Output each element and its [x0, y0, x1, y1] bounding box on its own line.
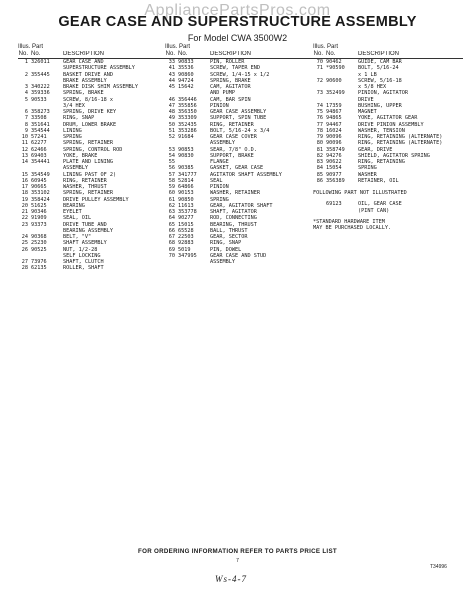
part-description: AGITATOR SHAFT ASSEMBLY	[210, 171, 282, 178]
illus-number: 1	[24, 59, 28, 65]
part-number: 90277	[178, 215, 194, 222]
header-no: No.	[313, 51, 323, 57]
part-description: PINION, AGITATOR	[358, 90, 408, 97]
illus-number: 26	[21, 246, 28, 253]
part-description: RING, RETAINING (ALTERNATE)	[358, 140, 443, 147]
illus-number: 9	[24, 127, 28, 134]
illus-number: 33	[168, 59, 175, 65]
illus-number: 25	[21, 240, 28, 247]
part-description: x 1 LB	[358, 71, 377, 78]
part-number: 94467	[326, 121, 342, 128]
illus-number: 2	[24, 71, 28, 78]
illus-number: 53	[168, 146, 175, 153]
illus-number: 6	[24, 109, 28, 115]
header-no: No.	[18, 51, 28, 57]
part-number: 358749	[326, 146, 345, 153]
part-description: AND PUMP	[210, 90, 235, 97]
part-number: 51625	[31, 202, 47, 209]
part-number: 353778	[178, 209, 197, 215]
header-no2: No.	[178, 51, 188, 57]
part-description: PIN, ROLLER	[210, 59, 245, 65]
part-description: GEAR CASE AND	[63, 59, 104, 65]
part-number: 91684	[178, 134, 194, 140]
illus-number: 20	[21, 202, 28, 209]
illus-number: 54	[168, 152, 175, 159]
header-line1: Illus. Part	[18, 44, 44, 50]
parts-row	[313, 178, 463, 184]
part-description: SUPERSTRUCTURE ASSEMBLY	[63, 65, 135, 72]
parts-column-2	[165, 44, 315, 265]
part-number: 359336	[31, 90, 50, 97]
part-number: 90853	[178, 146, 194, 153]
part-description: CAM, AGITATOR	[210, 84, 251, 90]
illus-number: 66	[168, 227, 175, 234]
part-description: 3/4 HEX	[63, 102, 85, 109]
header-line1: Illus. Part	[165, 44, 191, 50]
part-description: RING, RETAINING (ALTERNATE)	[358, 134, 443, 140]
part-number: 355856	[178, 102, 197, 109]
part-description: PLATE AND LINING	[63, 159, 113, 165]
illus-number: 56	[168, 165, 175, 172]
part-number: 94276	[326, 152, 342, 159]
part-description: BRAKE DISK SHIM ASSEMBLY	[63, 84, 138, 90]
part-description: PIN, DOWEL	[210, 246, 242, 253]
part-number: 90600	[326, 77, 342, 84]
part-description: SHIELD, AGITATOR SPRING	[358, 152, 430, 159]
part-number: 353102	[31, 190, 50, 197]
illus-number: 43	[168, 71, 175, 78]
part-number: 340222	[31, 84, 50, 90]
part-number: 90368	[31, 234, 47, 240]
part-number: 92883	[178, 240, 194, 247]
part-description: SCREW, 1/4-15 x 1/2	[210, 71, 270, 78]
part-number: 62135	[31, 265, 47, 272]
header-line1: Illus. Part	[313, 44, 339, 50]
parts-column-3	[313, 44, 463, 231]
part-description: ROLLER, SHAFT	[63, 265, 104, 272]
part-description: DRIVE PINION ASSEMBLY	[358, 121, 424, 128]
oil-part-sub: (PINT CAN)	[358, 207, 390, 214]
part-number: 11613	[178, 202, 194, 209]
part-description: SPRING, BRAKE	[63, 90, 104, 97]
illus-number: 81	[316, 146, 323, 153]
illus-number: 55	[168, 159, 175, 165]
header-no2: No.	[31, 51, 41, 57]
illus-number: 73	[316, 90, 323, 97]
illus-number: 62	[168, 202, 175, 209]
illus-number: 60	[168, 190, 175, 197]
part-description: ASSEMBLY	[210, 140, 235, 147]
part-number: 353286	[178, 127, 197, 134]
part-number: 354544	[31, 127, 50, 134]
part-number: 355445	[31, 71, 50, 78]
illus-number: 67	[168, 234, 175, 240]
column-header	[313, 44, 463, 59]
part-number: 90833	[178, 59, 194, 65]
illus-number: 58	[168, 177, 175, 184]
illus-number: 24	[21, 234, 28, 240]
illus-number: 78	[316, 127, 323, 134]
part-number: 90096	[326, 134, 342, 140]
parts-row	[18, 265, 168, 271]
part-description: BEARING ASSEMBLY	[63, 227, 113, 234]
column-header	[165, 44, 315, 59]
part-number: 60945	[31, 177, 47, 184]
illus-number: 47	[168, 102, 175, 109]
illus-number: 16	[21, 177, 28, 184]
part-description: GUIDE, CAM BAR	[358, 59, 402, 65]
illus-number: 7	[24, 115, 28, 122]
part-description: BELT, "V"	[63, 234, 92, 240]
part-description: SPRING	[210, 196, 229, 203]
part-number: 356350	[178, 109, 197, 115]
part-number: 90622	[326, 159, 342, 165]
header-no: No.	[165, 51, 175, 57]
part-number	[175, 259, 208, 265]
part-number: 347995	[178, 252, 197, 259]
part-description: BALL, THRUST	[210, 227, 248, 234]
part-number: 90977	[326, 171, 342, 178]
part-number: 69403	[31, 152, 47, 159]
illus-number: 61	[168, 196, 175, 203]
illus-number: 82	[316, 152, 323, 159]
illus-number: 10	[21, 134, 28, 140]
part-number: 65528	[178, 227, 194, 234]
part-description: BOLT, 5/16-24	[358, 65, 399, 72]
illus-number: 77	[316, 121, 323, 128]
illus-number: 68	[168, 240, 175, 247]
part-description: SEAL	[210, 177, 223, 184]
part-number: 326011	[31, 59, 50, 65]
part-description: GEAR CASE ASSEMBLY	[210, 109, 267, 115]
part-description: RING, SNAP	[210, 240, 242, 247]
part-number: 358424	[31, 196, 50, 203]
part-number: 62277	[31, 140, 47, 147]
part-number: 352499	[326, 90, 345, 97]
part-description: SELF LOCKING	[63, 252, 101, 259]
part-number: 52814	[178, 177, 194, 184]
illus-number: 13	[21, 152, 28, 159]
part-number: 16024	[326, 127, 342, 134]
part-description: GASKET, GEAR CASE	[210, 165, 264, 172]
page-number: 7	[236, 558, 239, 564]
parts-column-1	[18, 44, 168, 272]
part-number: 90665	[31, 184, 47, 190]
part-number: 351641	[31, 121, 50, 128]
part-description: RING, RETAINER	[63, 177, 107, 184]
header-desc: DESCRIPTION	[210, 51, 252, 57]
part-description: GEAR, DRIVE	[358, 146, 393, 153]
part-description: SHAFT, AGITATOR	[210, 209, 257, 215]
part-number: 62466	[31, 146, 47, 153]
part-number: 5019	[178, 246, 191, 253]
part-description: SCREW, 5/16-18	[358, 77, 402, 84]
part-number: 93373	[31, 221, 47, 228]
part-number: 354441	[31, 159, 50, 165]
part-description: SHAFT ASSEMBLY	[63, 240, 107, 247]
revision-code: T34996	[430, 564, 447, 570]
illus-number: 57	[168, 171, 175, 178]
part-description: WASHER	[358, 171, 377, 178]
part-description: GEAR, SECTOR	[210, 234, 248, 240]
part-description: WASHER, RETAINER	[210, 190, 260, 197]
part-description: ASSEMBLY	[63, 165, 88, 172]
illus-number: 76	[316, 115, 323, 122]
not-illustrated-note	[313, 190, 463, 231]
oil-part-number: 69123	[326, 201, 342, 208]
handwritten-mark: Ws-4-7	[215, 574, 247, 584]
part-description: x 5/8 HEX	[358, 84, 387, 90]
part-description: SEAR, 7/8" O.D.	[210, 146, 257, 153]
illus-number: 70	[168, 252, 175, 259]
part-description: BEARING, THRUST	[210, 221, 257, 228]
illus-number: 52	[168, 134, 175, 140]
illus-number: 86	[316, 177, 323, 184]
illus-number: 59	[168, 184, 175, 190]
part-description: DRIVE	[358, 96, 374, 103]
header-desc: DESCRIPTION	[358, 51, 400, 57]
ordering-footer: FOR ORDERING INFORMATION REFER TO PARTS PRICE LIST	[138, 548, 337, 555]
part-number: 352435	[178, 121, 197, 128]
part-description: DRUM, LOWER BRAKE	[63, 121, 117, 128]
part-description: BRAKE ASSEMBLY	[63, 77, 107, 84]
part-number: 15642	[178, 84, 194, 90]
part-number: 354549	[31, 171, 50, 178]
illus-number: 45	[168, 84, 175, 90]
part-number: 90525	[31, 246, 47, 253]
part-number: 90860	[178, 71, 194, 78]
illus-number: 41	[168, 65, 175, 72]
part-number: *90590	[326, 65, 345, 72]
illus-number: 11	[21, 140, 28, 147]
illus-number: 8	[24, 121, 28, 128]
part-description: NUT, 1/2-28	[63, 246, 98, 253]
parts-row	[165, 259, 315, 265]
part-number: 17359	[326, 102, 342, 109]
part-number: 341777	[178, 171, 197, 178]
illus-number: 64	[168, 215, 175, 222]
illus-number: 79	[316, 134, 323, 140]
part-description: SPRING, RETAINER	[63, 140, 113, 147]
watermark: AppliancePartsPros.com	[144, 2, 331, 19]
part-description: YOKE, AGITATOR GEAR	[358, 115, 418, 122]
part-description: ROD, CONNECTING	[210, 215, 257, 222]
part-description: EYELET	[63, 209, 82, 215]
part-number: 94724	[178, 77, 194, 84]
illus-number: 28	[21, 265, 28, 272]
part-number: 90462	[326, 59, 342, 65]
part-description: SCREW, TAPER END	[210, 65, 260, 72]
part-number: 358273	[31, 109, 50, 115]
hardware-note-1: *STANDARD HARDWARE ITEM	[313, 218, 385, 225]
part-number: 90346	[31, 209, 47, 215]
part-description: GEAR CASE COVER	[210, 134, 257, 140]
part-description: WASHER, THRUST	[63, 184, 107, 190]
illus-number: 18	[21, 190, 28, 197]
part-description: RING, RETAINING	[358, 159, 405, 165]
illus-number: 27	[21, 259, 28, 265]
part-description: SPRING, RETAINER	[63, 190, 113, 197]
illus-number: 51	[168, 127, 175, 134]
part-description: BEARING	[63, 202, 85, 209]
part-description: SCREW, 8/16-18 x	[63, 96, 113, 103]
part-description: SHAFT, CLUTCH	[63, 259, 104, 265]
illus-number: 49	[168, 115, 175, 122]
part-number: 90385	[178, 165, 194, 172]
part-description: MAGNET	[358, 109, 377, 115]
header-no2: No.	[326, 51, 336, 57]
illus-number: 75	[316, 109, 323, 115]
part-number: 90096	[326, 140, 342, 147]
part-description: SUPPORT, SPIN TUBE	[210, 115, 267, 122]
part-description: WASHER, TENSION	[358, 127, 405, 134]
illus-number: 63	[168, 209, 175, 215]
part-description: SUPPORT, BRAKE	[210, 152, 254, 159]
hardware-note-2: MAY BE PURCHASED LOCALLY.	[313, 225, 392, 231]
part-number: 90850	[178, 196, 194, 203]
page-title: GEAR CASE AND SUPERSTRUCTURE ASSEMBLY	[58, 14, 417, 30]
illus-number: 44	[168, 77, 175, 84]
part-description: SPRING, CONTROL ROD	[63, 146, 123, 153]
part-description: RETAINER, OIL	[358, 177, 399, 184]
illus-number: 12	[21, 146, 28, 153]
illus-number: 46	[168, 96, 175, 103]
part-description: SPRING	[63, 134, 82, 140]
illus-number: 19	[21, 196, 28, 203]
part-description: BOLT, 5/16-24 x 3/4	[210, 127, 270, 134]
part-description: RING, SNAP	[63, 115, 95, 122]
following-note: FOLLOWING PART NOT ILLUSTRATED	[313, 190, 407, 196]
part-description: ASSEMBLY	[210, 259, 235, 265]
part-number: 15015	[178, 221, 194, 228]
part-description: SEAL, OIL	[63, 215, 92, 222]
illus-number: 15	[21, 171, 28, 178]
illus-number: 48	[168, 109, 175, 115]
part-description: SPRING	[358, 165, 377, 172]
illus-number: 22	[21, 215, 28, 222]
part-number: 15054	[326, 165, 342, 172]
part-number: 94867	[326, 109, 342, 115]
illus-number: 23	[21, 221, 28, 228]
illus-number: 83	[316, 159, 323, 165]
column-header	[18, 44, 168, 59]
part-description: LINING PAST OF 2)	[63, 171, 117, 178]
part-number: 353309	[178, 115, 197, 122]
part-number: 94865	[326, 115, 342, 122]
illus-number: 5	[24, 96, 28, 103]
part-number: 57241	[31, 134, 47, 140]
part-number: 35536	[178, 65, 194, 72]
part-description: BUSHING, UPPER	[358, 102, 402, 109]
illus-number: 21	[21, 209, 28, 215]
illus-number: 71	[316, 65, 323, 72]
illus-number: 4	[24, 90, 28, 97]
part-number: 356446	[178, 96, 197, 103]
illus-number: 65	[168, 221, 175, 228]
illus-number: 3	[24, 84, 28, 90]
part-number: 356389	[326, 177, 345, 184]
illus-number: 50	[168, 121, 175, 128]
part-description: SPRING, DRIVE KEY	[63, 109, 117, 115]
part-description: FLANGE	[210, 159, 229, 165]
part-description: GEAR CASE AND STUD	[210, 252, 267, 259]
part-description: BASKET DRIVE AND	[63, 71, 113, 78]
part-description: LINING	[63, 127, 82, 134]
part-number: 90830	[178, 152, 194, 159]
part-description: RING, RETAINER	[210, 121, 254, 128]
part-description: DRIVE TUBE AND	[63, 221, 107, 228]
part-number: 22503	[178, 234, 194, 240]
part-description: CAM, BAR SPIN	[210, 96, 251, 103]
illus-number: 70	[316, 59, 323, 65]
part-number: 33508	[31, 115, 47, 122]
part-number: 91909	[31, 215, 47, 222]
part-description: DRIVE PULLEY ASSEMBLY	[63, 196, 129, 203]
header-desc: DESCRIPTION	[63, 51, 105, 57]
part-description: YOKE, BRAKE	[63, 152, 98, 159]
illus-number: 84	[316, 165, 323, 172]
part-number: 90533	[31, 96, 47, 103]
part-description: SPRING, BRAKE	[210, 77, 251, 84]
illus-number: 74	[316, 102, 323, 109]
illus-number: 14	[21, 159, 28, 165]
part-number: 73976	[31, 259, 47, 265]
part-number: 64866	[178, 184, 194, 190]
illus-number: 69	[168, 246, 175, 253]
part-description: PINION	[210, 184, 229, 190]
illus-number: 17	[21, 184, 28, 190]
model-subtitle: For Model CWA 3500W2	[187, 33, 288, 43]
illus-number: 72	[316, 77, 323, 84]
illus-number: 85	[316, 171, 323, 178]
part-number: 25230	[31, 240, 47, 247]
part-description: PINION	[210, 102, 229, 109]
part-description: GEAR, AGITATOR SHAFT	[210, 202, 273, 209]
illus-number: 80	[316, 140, 323, 147]
oil-part-desc: OIL, GEAR CASE	[358, 201, 402, 208]
illus-number	[165, 259, 175, 265]
part-number: 90153	[178, 190, 194, 197]
